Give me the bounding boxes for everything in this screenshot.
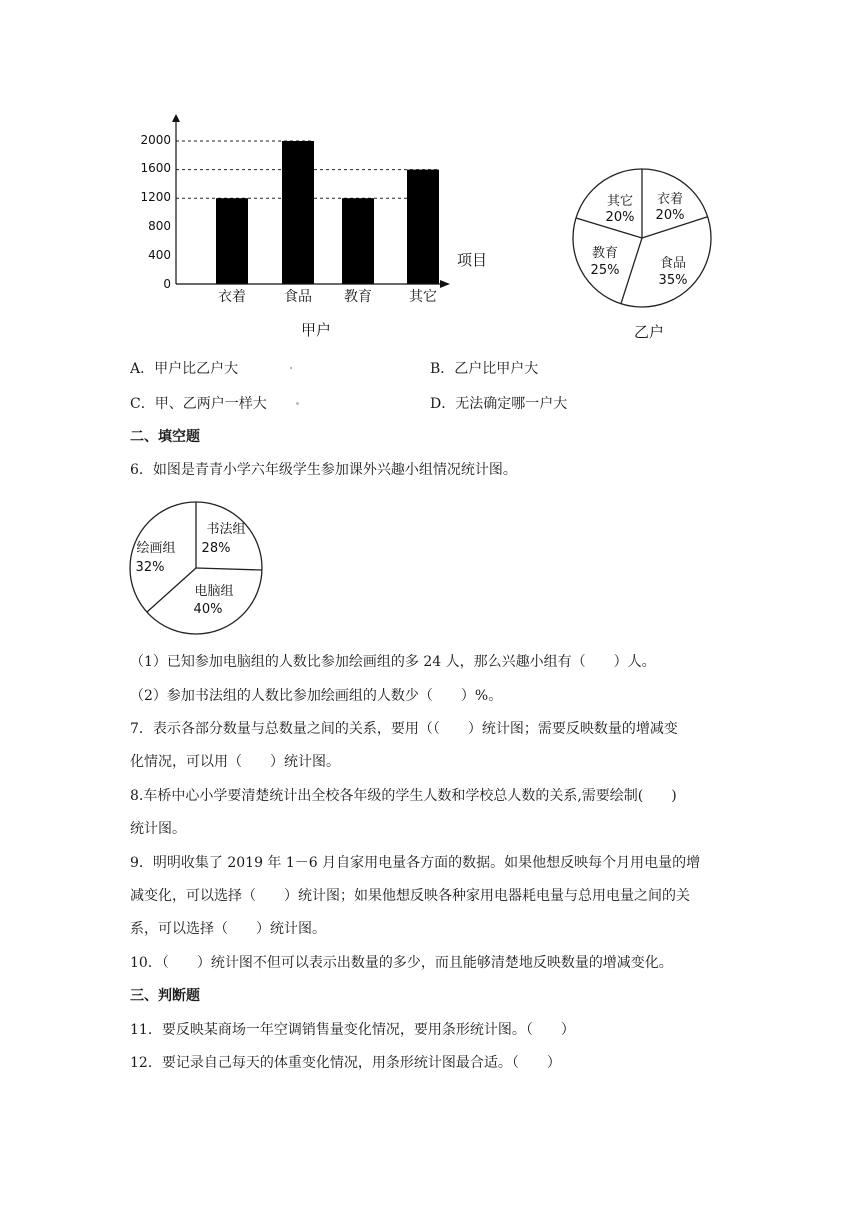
y-tick-800: 800 [148,219,171,233]
pie-b-label-education: 教育 [591,246,619,261]
pie-b-label-clothing: 衣着 [656,192,684,207]
pie-b-label-food: 食品 [659,256,687,271]
bar-chart [130,108,500,348]
scan-dot [296,402,299,405]
bar-其它 [407,170,439,284]
pie-b-pct-food: 35% [658,273,688,288]
x-label-clothing: 衣着 [218,289,246,305]
question-9-line-3: 系，可以选择（ ）统计图。 [130,921,326,937]
x-axis-name: 项目 [456,251,488,269]
y-tick-0: 0 [163,277,171,291]
x-tick-labels [218,288,437,305]
pie-groups-pct-computer: 40% [193,602,223,617]
pie-chart-groups [128,500,268,638]
option-c: C．甲、乙两户一样大 [130,396,267,412]
y-tick-labels [140,133,171,291]
x-label-other: 其它 [409,289,437,305]
pie-groups-label-calligraphy: 书法组 [206,522,246,537]
question-8-line-2: 统计图。 [130,821,186,837]
question-6: 6．如图是青青小学六年级学生参加课外兴趣小组情况统计图。 [130,462,517,478]
section-heading-fill: 二、填空题 [130,429,200,445]
x-label-education: 教育 [344,289,372,305]
y-axis-arrow [172,114,180,122]
y-tick-1600: 1600 [140,161,171,175]
x-label-food: 食品 [284,289,312,305]
question-10: 10．（ ）统计图不但可以表示出数量的多少，而且能够清楚地反映数量的增减变化。 [130,955,673,971]
question-12: 12．要记录自己每天的体重变化情况，用条形统计图最合适。（ ） [130,1055,561,1071]
y-tick-400: 400 [148,248,171,262]
bar-食品 [282,141,314,284]
pie-b-pct-education: 25% [590,263,620,278]
pie-chart-b [565,160,725,340]
section-heading-judge: 三、判断题 [130,988,200,1004]
pie-groups-label-painting: 绘画组 [136,541,176,556]
question-9-line-1: 9．明明收集了 2019 年 1－6 月自家用电量各方面的数据。如果他想反映每个月用电量的增 [130,855,701,871]
question-8-line-1: 8.车桥中心小学要清楚统计出全校各年级的学生人数和学校总人数的关系,需要绘制( ) [130,788,677,804]
bar-chart-caption: 甲户 [300,321,332,339]
pie-b-pct-clothing: 20% [655,208,685,223]
option-d: D．无法确定哪一户大 [430,396,568,412]
question-7-line-2: 化情况，可以用（ ）统计图。 [130,754,340,770]
y-tick-1200: 1200 [140,190,171,204]
y-tick-2000: 2000 [140,133,171,147]
pie-groups-pct-painting: 32% [135,560,165,575]
pie-b-pct-other: 20% [605,210,635,225]
question-9-line-2: 减变化，可以选择（ ）统计图；如果他想反映各种家用电器耗电量与总用电量之间的关 [130,888,690,904]
pie-groups-pct-calligraphy: 28% [201,541,231,556]
pie-groups-label-computer: 电脑组 [194,584,234,599]
option-a: A．甲户比乙户大 [130,361,239,377]
pie-b-caption: 乙户 [633,323,665,340]
x-axis-arrow [440,280,450,288]
question-11: 11．要反映某商场一年空调销售量变化情况，要用条形统计图。（ ） [130,1022,575,1038]
bar-衣着 [216,198,248,284]
option-b: B．乙户比甲户大 [430,361,539,377]
question-6-1: （1）已知参加电脑组的人数比参加绘画组的多 24 人，那么兴趣小组有（ ）人。 [130,654,656,670]
question-7-line-1: 7．表示各部分数量与总数量之间的关系，要用（（ ）统计图；需要反映数量的增减变 [130,721,678,737]
bar-教育 [342,198,374,284]
pie-b-label-other: 其它 [606,194,634,209]
question-6-2: （2）参加书法组的人数比参加绘画组的人数少（ ）%。 [130,688,503,704]
scan-dot [290,367,292,369]
